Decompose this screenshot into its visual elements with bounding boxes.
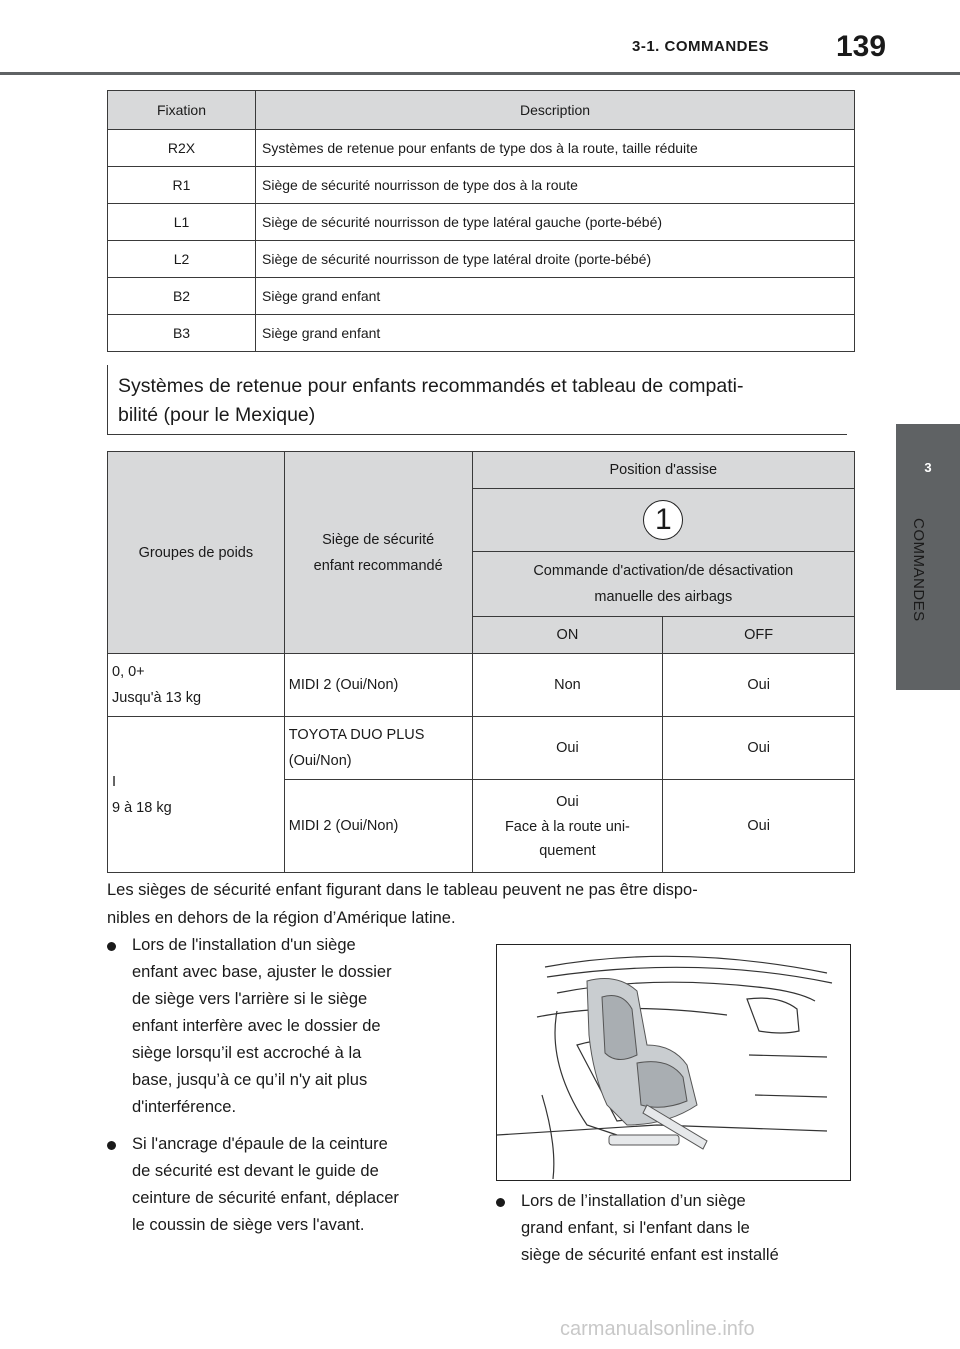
description-cell: Siège de sécurité nourrisson de type dos à la route [256, 167, 855, 204]
off-header: OFF [663, 617, 855, 654]
recommended-seat-header-line1: Siège de sécurité [322, 531, 435, 548]
chapter-strip [896, 494, 960, 690]
seat-number-icon: 1 [643, 500, 683, 540]
table-row [108, 204, 855, 241]
availability-note [107, 876, 847, 932]
fixation-cell: L2 [108, 241, 256, 278]
bullet-line: enfant interfère avec le dossier de [132, 1017, 381, 1035]
on-header: ON [472, 617, 663, 654]
fixation-cell: L1 [108, 204, 256, 241]
bullet-line: de sécurité est devant le guide de [132, 1162, 379, 1180]
bullet-line: d'interférence. [132, 1098, 237, 1116]
recommended-seat-header [284, 452, 472, 654]
fixation-cell: R1 [108, 167, 256, 204]
fixation-header: Fixation [108, 91, 256, 130]
list-item [107, 932, 467, 1121]
bullet-line: Lors de l’installation d’un siège [521, 1192, 746, 1210]
fixation-table [107, 90, 855, 352]
bullet-line: Lors de l'installation d'un siège [132, 936, 356, 954]
child-seat-drawing [497, 945, 849, 1179]
table-row [108, 315, 855, 352]
seating-position-header: Position d'assise [472, 452, 854, 489]
airbag-switch-header-line2: manuelle des airbags [594, 589, 733, 605]
on-cell [472, 780, 663, 873]
page-number: 139 [836, 30, 887, 63]
off-cell: Oui [663, 780, 855, 873]
bullet-dot-icon [107, 1141, 116, 1150]
on-value: Oui [556, 794, 579, 810]
weight-group-label: 0, 0+ [112, 664, 145, 680]
bullet-line: siège lorsqu’il est accroché à la [132, 1044, 362, 1062]
header-section-title: 3-1. COMMANDES [632, 38, 770, 55]
on-cell: Oui [472, 717, 663, 780]
fixation-cell: B2 [108, 278, 256, 315]
weight-range-label: Jusqu'à 13 kg [112, 690, 202, 706]
table-row [108, 130, 855, 167]
bullet-line: le coussin de siège vers l'avant. [132, 1216, 365, 1234]
bullet-dot-icon [107, 942, 116, 951]
description-cell: Siège de sécurité nourrisson de type latéral gauche (porte-bébé) [256, 204, 855, 241]
seat-name-line2: (Oui/Non) [288, 753, 352, 769]
weight-group-cell [108, 654, 285, 717]
availability-note-line2: nibles en dehors de la région d’Amérique latine. [107, 909, 456, 927]
fixation-cell: R2X [108, 130, 256, 167]
compatibility-table [107, 451, 855, 873]
bullet-line: siège de sécurité enfant est installé [521, 1246, 779, 1264]
bullet-list-right [496, 1188, 856, 1279]
on-note-line2: quement [539, 843, 596, 859]
description-header: Description [256, 91, 855, 130]
section-title [107, 365, 847, 435]
chapter-number: 3 [924, 460, 932, 475]
fixation-cell: B3 [108, 315, 256, 352]
weight-group-header-text: Groupes de poids [138, 544, 254, 561]
availability-note-line1: Les sièges de sécurité enfant figurant dans le tableau peuvent ne pas être dispo- [107, 881, 698, 899]
on-cell: Non [472, 654, 663, 717]
weight-group-label: I [112, 773, 117, 790]
bullet-line: Si l'ancrage d'épaule de la ceinture [132, 1135, 388, 1153]
section-title-line1: Systèmes de retenue pour enfants recommandés et tableau de compati- [118, 375, 744, 397]
description-cell: Siège grand enfant [256, 278, 855, 315]
on-note-line1: Face à la route uni- [504, 819, 630, 835]
table-row [108, 278, 855, 315]
bullet-line: enfant avec base, ajuster le dossier [132, 963, 392, 981]
weight-group-cell [108, 717, 285, 873]
off-cell: Oui [663, 654, 855, 717]
bullet-line: grand enfant, si l'enfant dans le [521, 1219, 750, 1237]
seat-name-line1: TOYOTA DUO PLUS [288, 727, 425, 743]
description-cell: Siège de sécurité nourrisson de type latéral droite (porte-bébé) [256, 241, 855, 278]
airbag-switch-header [472, 552, 854, 617]
description-cell: Siège grand enfant [256, 315, 855, 352]
airbag-switch-header-line1: Commande d'activation/de désactivation [533, 563, 794, 579]
fixation-table-header [108, 91, 855, 130]
table-row [108, 717, 855, 780]
table-row [108, 241, 855, 278]
recommended-seat-header-line2: enfant recommandé [313, 557, 443, 574]
seat-cell: MIDI 2 (Oui/Non) [284, 780, 472, 873]
list-item [107, 1131, 467, 1239]
bullet-list [107, 932, 467, 1249]
table-row [108, 167, 855, 204]
weight-group-header [108, 452, 285, 654]
header-rule [0, 72, 960, 75]
seat-cell [284, 717, 472, 780]
bullet-line: base, jusqu’à ce qu’il n'y ait plus [132, 1071, 368, 1089]
list-item [496, 1188, 856, 1269]
chapter-tab [896, 424, 960, 494]
bullet-line: ceinture de sécurité enfant, déplacer [132, 1189, 399, 1207]
seat-cell: MIDI 2 (Oui/Non) [284, 654, 472, 717]
off-cell: Oui [663, 717, 855, 780]
section-title-line2: bilité (pour le Mexique) [118, 404, 316, 426]
bullet-line: de siège vers l'arrière si le siège [132, 990, 368, 1008]
watermark: carmanualsonline.info [560, 1318, 755, 1340]
description-cell: Systèmes de retenue pour enfants de type dos à la route, taille réduite [256, 130, 855, 167]
seat-number-cell [472, 489, 854, 552]
table-row [108, 654, 855, 717]
chapter-label: COMMANDES [910, 518, 927, 622]
bullet-dot-icon [496, 1198, 505, 1207]
weight-range-label: 9 à 18 kg [112, 799, 172, 816]
child-seat-illustration [496, 944, 851, 1181]
